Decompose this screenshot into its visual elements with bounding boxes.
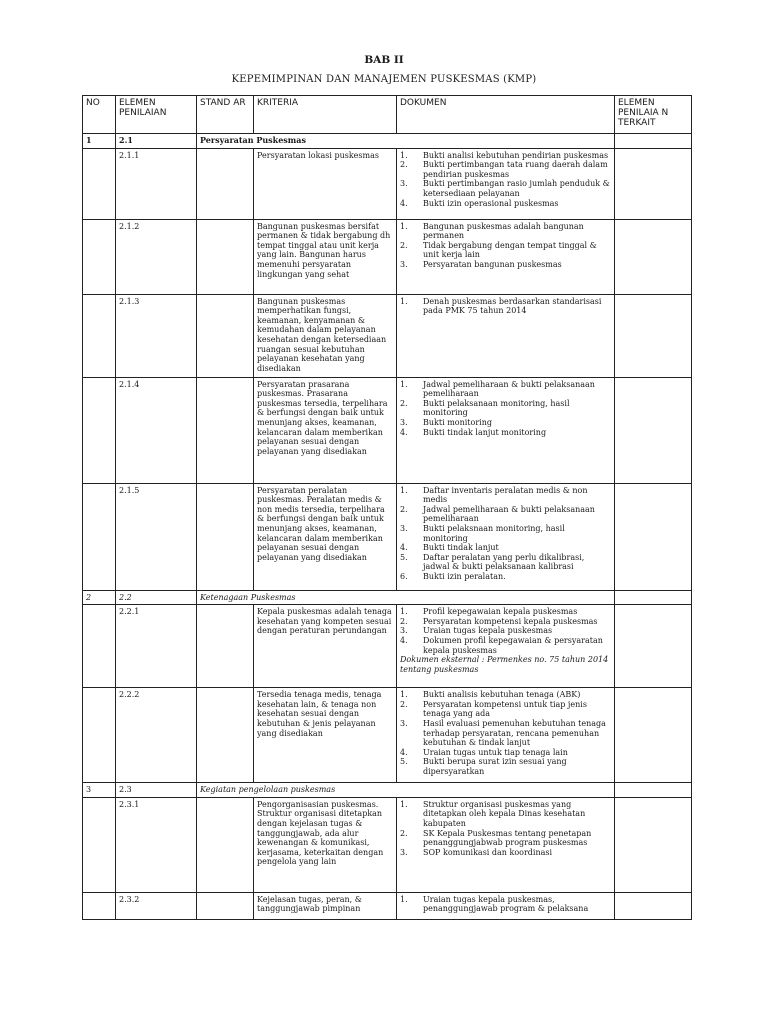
document-item-number: 1. (400, 607, 408, 617)
table-row (83, 892, 692, 919)
document-item (400, 505, 611, 524)
document-item (400, 241, 611, 260)
document-item-text: Bukti izin peralatan. (423, 571, 506, 581)
external-document-note: Dokumen eksternal : Permenkes no. 75 tahun 2014 tentang puskesmas (400, 655, 609, 674)
col-header-dokumen: DOKUMEN (397, 96, 615, 134)
document-item (400, 199, 611, 209)
row-id: 2.1.3 (116, 294, 197, 377)
document-item-text: Bukti berupa surat izin sesuai yang dipersyaratkan (423, 757, 567, 776)
document-item-text: Daftar inventaris peralatan medis & non medis (423, 485, 588, 505)
document-item-text: Persyaratan kompetensi untuk tiap jenis tenaga yang ada (423, 699, 587, 719)
document-item-number: 1. (400, 150, 408, 160)
document-item (400, 800, 611, 829)
table-row (83, 377, 692, 483)
document-item-number: 4. (400, 198, 408, 208)
document-item (400, 829, 611, 848)
assessment-table (82, 95, 692, 920)
document-item (400, 572, 611, 582)
document-item (400, 297, 611, 316)
document-item-text: SOP komunikasi dan koordinasi (423, 847, 553, 857)
document-item (400, 524, 611, 543)
document-item-text: Uraian tugas kepala puskesmas (423, 626, 553, 636)
document-item (400, 748, 611, 758)
document-item (400, 418, 611, 428)
row-documents (397, 483, 615, 590)
document-item-text: Bukti monitoring (423, 417, 492, 427)
document-item (400, 626, 611, 636)
document-item (400, 895, 611, 914)
document-item-number: 1. (400, 296, 408, 306)
section-label: Persyaratan Puskesmas (197, 134, 615, 149)
table-row (83, 483, 692, 590)
row-documents (397, 377, 615, 483)
section-row (83, 134, 692, 149)
document-item-text: Daftar peralatan yang perlu dikalibrasi, jadwal & bukti pelaksanaan kalibrasi (423, 552, 585, 572)
document-item (400, 399, 611, 418)
row-criteria: Bangunan puskesmas bersifat permanen & tidak bergabung dh tempat tinggal atau unit kerja yang lain. Bangunan harus memenuhi persyaratan lingkungan yang sehat (254, 219, 397, 294)
document-item-text: Bukti analisis kebutuhan tenaga (ABK) (423, 690, 581, 700)
document-item-text: Uraian tugas untuk tiap tenaga lain (423, 747, 568, 757)
table-row (83, 797, 692, 892)
document-item-number: 2. (400, 616, 408, 626)
section-row (83, 590, 692, 605)
document-item-number: 5. (400, 757, 408, 767)
section-code: 2.1 (116, 134, 197, 149)
document-item-text: Bukti pelaksnaan monitoring, hasil monitoring (423, 523, 565, 543)
document-item-number: 2. (400, 398, 408, 408)
row-criteria: Persyaratan prasarana puskesmas. Prasarana puskesmas tersedia, terpelihara & berfungsi dengan baik untuk menunjang akses, keamanan, kelancaran dalam memberikan pelayanan sesuai dengan pelayanan yang disediakan (254, 377, 397, 483)
document-item-number: 1. (400, 485, 408, 495)
document-item-number: 3. (400, 417, 408, 427)
section-row (83, 783, 692, 798)
row-criteria: Bangunan puskesmas memperhatikan fungsi, keamanan, kenyamanan & kemudahan dalam pelayanan kesehatan dengan ketersediaan ruangan sesuai kebutuhan pelayanan kesehatan yang disediakan (254, 294, 397, 377)
row-id: 2.3.1 (116, 797, 197, 892)
document-item-text: Bukti pertimbangan rasio jumlah penduduk & ketersediaan pelayanan (423, 179, 610, 198)
col-header-kriteria: KRITERIA (254, 96, 397, 134)
document-item-number: 3. (400, 259, 408, 269)
section-number: 3 (83, 783, 116, 798)
row-criteria: Persyaratan peralatan puskesmas. Peralatan medis & non medis tersedia, terpelihara & berfungsi dengan baik untuk menunjang akses, keamanan, kelancaran dalam memberikan pelayanan sesuai dengan pelayanan yang disediakan (254, 483, 397, 590)
document-item-number: 1. (400, 894, 408, 904)
document-item (400, 428, 611, 438)
document-item (400, 757, 611, 776)
document-item (400, 719, 611, 748)
row-documents (397, 797, 615, 892)
document-item (400, 553, 611, 572)
document-item-text: Bangunan puskesmas adalah bangunan permanen (423, 221, 584, 241)
document-item-number: 1. (400, 379, 408, 389)
section-code: 2.2 (116, 590, 197, 605)
document-item (400, 636, 611, 655)
document-item-text: Jadwal pemeliharaan & bukti pelaksanaan pemeliharaan (423, 504, 595, 524)
col-header-elemen: ELEMEN PENILAIAN (116, 96, 197, 134)
document-item-number: 1. (400, 221, 408, 231)
document-item-text: Jadwal pemeliharaan & bukti pelaksanaan pemeliharaan (423, 379, 595, 399)
row-id: 2.1.2 (116, 219, 197, 294)
document-item (400, 179, 611, 198)
document-item-number: 2. (400, 828, 408, 838)
document-item-number: 3. (400, 523, 408, 533)
row-id: 2.3.2 (116, 892, 197, 919)
document-item (400, 617, 611, 627)
section-label: Ketenagaan Puskesmas (197, 590, 615, 605)
document-item-number: 6. (400, 571, 408, 581)
row-criteria: Kejelasan tugas, peran, & tanggungjawab pimpinan (254, 892, 397, 919)
row-criteria: Tersedia tenaga medis, tenaga kesehatan lain, & tenaga non kesehatan sesuai dengan kebutuhan & jenis pelayanan yang disediakan (254, 688, 397, 783)
document-item (400, 151, 611, 161)
row-criteria: Kepala puskesmas adalah tenaga kesehatan yang kompeten sesuai dengan peraturan perundangan (254, 605, 397, 688)
document-item-number: 4. (400, 543, 408, 553)
row-id: 2.2.2 (116, 688, 197, 783)
document-item (400, 690, 611, 700)
section-code: 2.3 (116, 783, 197, 798)
chapter-subtitle: KEPEMIMPINAN DAN MANAJEMEN PUSKESMAS (KMP) (231, 74, 537, 85)
row-id: 2.1.1 (116, 148, 197, 219)
row-id: 2.2.1 (116, 605, 197, 688)
document-item-number: 3. (400, 718, 408, 728)
document-item-number: 4. (400, 635, 408, 645)
row-documents (397, 892, 615, 919)
document-item (400, 380, 611, 399)
document-item (400, 260, 611, 270)
document-item-text: Bukti pelaksanaan monitoring, hasil monitoring (423, 398, 570, 418)
document-item-text: Bukti pertimbangan tata ruang daerah dalam pendirian puskesmas (423, 160, 608, 179)
document-item-number: 2. (400, 699, 408, 709)
section-number: 1 (83, 134, 116, 149)
document-item (400, 700, 611, 719)
document-item (400, 486, 611, 505)
table-row (83, 219, 692, 294)
row-id: 2.1.5 (116, 483, 197, 590)
document-item-number: 5. (400, 552, 408, 562)
chapter-title: BAB II (364, 54, 404, 66)
document-item-text: Bukti izin operasional puskesmas (423, 198, 559, 208)
document-item-text: Struktur organisasi puskesmas yang ditetapkan oleh kepala Dinas kesehatan kabupaten (423, 799, 586, 828)
document-item-number: 2. (400, 160, 408, 170)
row-documents (397, 294, 615, 377)
col-header-terkait: ELEMEN PENILAIA N TERKAIT (615, 96, 692, 134)
table-row (83, 148, 692, 219)
document-item (400, 607, 611, 617)
document-item-number: 3. (400, 847, 408, 857)
document-item-text: Bukti tindak lanjut monitoring (423, 427, 547, 437)
row-criteria: Pengorganisasian puskesmas. Struktur organisasi ditetapkan dengan kejelasan tugas & tanggungjawab, ada alur kewenangan & komunikasi, kerjasama, keterkaitan dengan pengelola yang lain (254, 797, 397, 892)
document-item-text: SK Kepala Puskesmas tentang penetapan penanggungjabwab program puskesmas (423, 828, 592, 848)
document-item-text: Bukti tindak lanjut (423, 543, 499, 553)
table-header-row (83, 96, 692, 134)
row-documents (397, 219, 615, 294)
table-row (83, 605, 692, 688)
document-item-number: 4. (400, 427, 408, 437)
document-item-number: 3. (400, 179, 408, 189)
document-item-number: 1. (400, 690, 408, 700)
col-header-no: NO (83, 96, 116, 134)
document-item (400, 222, 611, 241)
document-item (400, 160, 611, 179)
document-item (400, 543, 611, 553)
document-item-number: 3. (400, 626, 408, 636)
row-criteria: Persyaratan lokasi puskesmas (254, 148, 397, 219)
section-number: 2 (83, 590, 116, 605)
row-documents (397, 605, 615, 688)
document-item-number: 2. (400, 240, 408, 250)
col-header-standar: STAND AR (197, 96, 254, 134)
row-documents (397, 148, 615, 219)
document-item-text: Tidak bergabung dengan tempat tinggal & unit kerja lain (423, 240, 597, 260)
document-item-text: Persyaratan kompetensi kepala puskesmas (423, 616, 598, 626)
document-item-text: Uraian tugas kepala puskesmas, penanggungjawab program & pelaksana (423, 894, 589, 914)
row-documents (397, 688, 615, 783)
document-item-number: 1. (400, 799, 408, 809)
document-item-text: Hasil evaluasi pemenuhan kebutuhan tenaga terhadap persyaratan, rencana pemenuhan kebutuhan & tindak lanjut (423, 718, 606, 748)
document-item-text: Profil kepegawaian kepala puskesmas (423, 607, 578, 617)
document-item-text: Bukti analisi kebutuhan pendirian puskesmas (423, 150, 609, 160)
document-item-number: 4. (400, 747, 408, 757)
document-item-text: Dokumen profil kepegawaian & persyaratan kepala puskesmas (423, 635, 603, 655)
document-item-number: 2. (400, 504, 408, 514)
document-item (400, 848, 611, 858)
row-id: 2.1.4 (116, 377, 197, 483)
section-label: Kegiatan pengelolaan puskesmas (197, 783, 615, 798)
document-item-text: Denah puskesmas berdasarkan standarisasi pada PMK 75 tahun 2014 (423, 296, 602, 316)
table-row (83, 688, 692, 783)
document-item-text: Persyaratan bangunan puskesmas (423, 259, 562, 269)
table-row (83, 294, 692, 377)
